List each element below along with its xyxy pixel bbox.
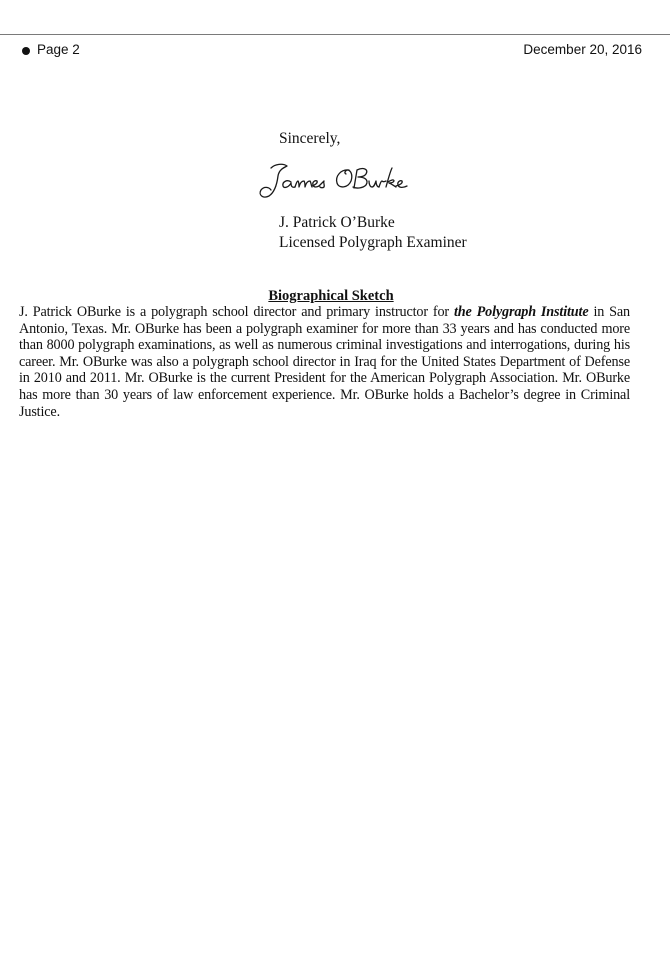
- bio-heading: Biographical Sketch: [268, 288, 394, 304]
- header-rule: [0, 34, 670, 35]
- signature-image: [253, 160, 423, 202]
- institute-name: the Polygraph Institute: [453, 304, 589, 320]
- signer-name: J. Patrick O’Burke: [279, 214, 395, 231]
- signer-title: Licensed Polygraph Examiner: [279, 234, 467, 251]
- page-number: Page 2: [37, 42, 80, 57]
- signature-block: [279, 213, 467, 253]
- bio-text-rest: in San Antonio, Texas. Mr. OBurke has been a polygraph examiner for more than 33 years and has conducted more than 8000 polygraph examinations, as well as numerous criminal investigations and interrogations, during his career. Mr. OBurke was also a polygraph school director in Iraq for the United States Department of Defense in 2010 and 2011. Mr. OBurke is the current President for the American Polygraph Association. Mr. OBurke has more than 30 years of law enforcement experience. Mr. OBurke holds a Bachelor’s degree in Criminal Justice.: [19, 304, 630, 420]
- page-header: [20, 42, 642, 60]
- bio-paragraph: [19, 304, 630, 420]
- closing-salutation: Sincerely,: [279, 130, 341, 147]
- letter-date: December 20, 2016: [523, 42, 642, 57]
- bullet-icon: [22, 47, 30, 55]
- bio-text-start: J. Patrick OBurke is a polygraph school director and primary instructor for: [19, 304, 454, 320]
